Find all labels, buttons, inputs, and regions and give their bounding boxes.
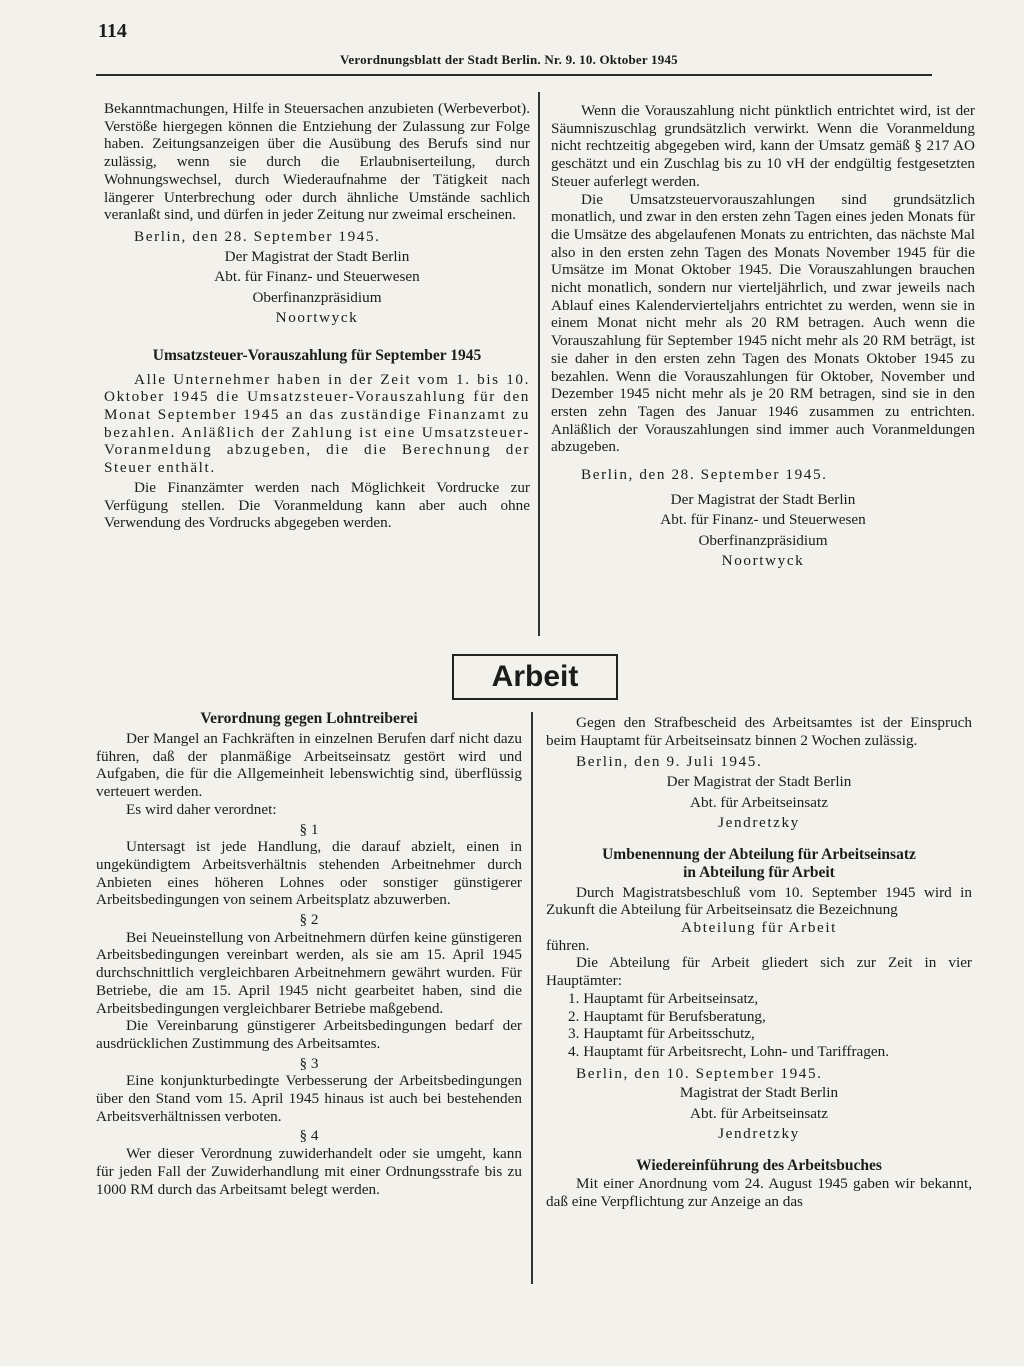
paragraph: Die Umsatzsteuervorauszahlungen sind grundsätzlich monatlich, und zwar in den ersten zehn Tagen eines jeden Monats für die Umsätze des abgelaufenen Monats zu entrichten, das nächste Mal also in den ersten zehn Tagen des Monats November 1945 für die Umsätze im Monat Oktober 1945. Die Vorauszahlungen brauchen nicht monatlich, sondern nur vierteljährlich, und zwar jeweils nach Ablauf eines Kalendervierteljahrs entrichtet zu werden, wenn sie in einem Monat nicht mehr als 20 RM betragen. Auch wenn die Vorauszahlung für September 1945 nicht mehr als 20 RM beträgt, ist sie daher in den ersten zehn Tagen des Monats Oktober 1945 zu bezahlen. Wenn die Vorauszahlungen für Oktober, November und Dezember 1945 nicht mehr als je 20 RM betragen, sind sie in den ersten zehn Tagen des Januar 1946 zusammen zu entrichten. Anläßlich der Vorauszahlungen sind immer auch Voranmeldungen abzugeben. [551, 190, 975, 456]
signature-line-3: Oberfinanzpräsidium [698, 531, 828, 549]
list-item: 3. Hauptamt für Arbeitsschutz, [568, 1025, 755, 1043]
signature-line-3: Oberfinanzpräsidium [252, 288, 382, 306]
paragraph: Der Mangel an Fachkräften in einzelnen Berufen darf nicht dazu führen, daß der planmäßige Arbeitseinsatz gestört wird und Aufgaben, die für die Allgemeinheit lebenswichtig sind, überflüssig verteuert werden. [96, 730, 522, 801]
heading-line-1: Umbenennung der Abteilung für Arbeitseinsatz [602, 845, 916, 863]
top-left-column [104, 100, 530, 532]
signature-line-1: Magistrat der Stadt Berlin [679, 1084, 839, 1102]
column-divider [531, 712, 533, 1284]
section-symbol: § 2 [299, 911, 319, 929]
running-head: Verordnungsblatt der Stadt Berlin. Nr. 9. 10. Oktober 1945 [340, 52, 678, 67]
signature-name: Jendretzky [718, 814, 800, 832]
signature-name: Noortwyck [721, 552, 805, 570]
paragraph: Gegen den Strafbescheid des Arbeitsamtes ist der Einspruch beim Hauptamt für Arbeitseinsatz binnen 2 Wochen zulässig. [546, 714, 972, 749]
signature-line-2: Abt. für Arbeitseinsatz [690, 793, 828, 811]
signature-name: Jendretzky [718, 1125, 800, 1143]
paragraph: Die Abteilung für Arbeit gliedert sich zur Zeit in vier Hauptämter: [546, 954, 972, 990]
section-symbol: § 4 [299, 1127, 319, 1145]
paragraph: Eine konjunkturbedingte Verbesserung der Arbeitsbedingungen über den Stand vom 15. April 1945 hinaus ist auch bei bestehenden Arbeitsverhältnissen verboten. [96, 1072, 522, 1125]
ordinance-heading: Verordnung gegen Lohntreiberei [200, 710, 418, 727]
list-item: 1. Hauptamt für Arbeitseinsatz, [568, 989, 759, 1007]
list-item: 4. Hauptamt für Arbeitsrecht, Lohn- und Tariffragen. [568, 1042, 890, 1060]
continued-paragraph: Bekanntmachungen, Hilfe in Steuersachen anzubieten (Werbeverbot). Verstöße hiergegen können die Entziehung der Zulassung zur Folge haben. Zeitungsanzeigen über die Ausübung des Berufs sind nur zulässig, wenn sie durch die Erlaubniserteilung, durch Wohnungswechsel, durch Wiederaufnahme der Tätigkeit nach längerer Unterbrechung oder durch ähnliche Umstände sachlich veranlaßt sind, und dürfen in jeder Zeitung nur zweimal erscheinen. [104, 100, 530, 224]
paragraph: Es wird daher verordnet: [126, 800, 277, 818]
spaced-department-name: Abteilung für Arbeit [680, 919, 837, 937]
paragraph: Durch Magistratsbeschluß vom 10. September 1945 wird in Zukunft die Abteilung für Arbeitseinsatz die Bezeichnung [546, 883, 972, 919]
signature-line-2: Abt. für Arbeitseinsatz [690, 1104, 828, 1122]
header-rule [96, 74, 932, 76]
column-divider [538, 92, 540, 636]
renaming-heading [546, 846, 972, 882]
signature-line-1: Der Magistrat der Stadt Berlin [670, 490, 856, 508]
date-line: Berlin, den 10. September 1945. [576, 1064, 823, 1082]
signature-block [546, 772, 972, 834]
paragraph: Die Finanzämter werden nach Möglichkeit Vordrucke zur Verfügung stellen. Die Voranmeldung kann aber auch ohne Verwendung des Vordrucks abgegeben werden. [104, 478, 530, 532]
date-line: Berlin, den 9. Juli 1945. [576, 753, 763, 771]
section-title-box: Arbeit [452, 654, 618, 700]
paragraph: Die Vereinbarung günstigerer Arbeitsbedingungen bedarf der ausdrücklichen Zustimmung des Arbeitsamtes. [96, 1017, 522, 1052]
top-right-column [551, 102, 975, 572]
signature-line-2: Abt. für Finanz- und Steuerwesen [214, 268, 420, 286]
section-symbol: § 1 [299, 820, 319, 838]
signature-block [546, 1083, 972, 1145]
paragraph: Bei Neueinstellung von Arbeitnehmern dürfen keine günstigeren Arbeitsbedingungen vereinbart werden, als sie am 15. April 1945 durchschnittlich vergleichbaren Arbeitnehmern gewährt wurden. Für Betriebe, die am 15. April 1945 nicht gearbeitet haben, sind die Arbeitsbedingungen vergleichbarer Betriebe maßgebend. [96, 928, 522, 1017]
paragraph: Wer dieser Verordnung zuwiderhandelt oder sie umgeht, kann für jeden Fall der Zuwiderhandlung mit einer Ordnungsstrafe bis zu 1000 RM durch das Arbeitsamt belegt werden. [96, 1145, 522, 1198]
signature-line-1: Der Magistrat der Stadt Berlin [666, 773, 852, 791]
paragraph: Wenn die Vorauszahlung nicht pünktlich entrichtet wird, ist der Säumniszuschlag grundsätzlich verwirkt. Wenn die Voranmeldung nicht rechtzeitig abgegeben wird, kann der Umsatz gemäß § 217 AO geschätzt und ein Zuschlag bis zu 10 vH der endgültig festgesetzten Steuer auferlegt werden. [551, 102, 975, 190]
section-heading: Umsatzsteuer-Vorauszahlung für September 1945 [152, 346, 482, 364]
main-office-list [546, 990, 972, 1061]
paragraph: Mit einer Anordnung vom 24. August 1945 gaben wir bekannt, daß eine Verpflichtung zur Anzeige an das [546, 1174, 972, 1210]
date-line: Berlin, den 28. September 1945. [134, 227, 381, 245]
section-symbol: § 3 [299, 1054, 319, 1072]
signature-block [551, 490, 975, 572]
signature-block [104, 247, 530, 329]
heading-line-2: in Abteilung für Arbeit [683, 863, 835, 881]
signature-line-2: Abt. für Finanz- und Steuerwesen [660, 511, 866, 529]
bottom-left-column [96, 710, 522, 1198]
spaced-paragraph: Alle Unternehmer haben in der Zeit vom 1. bis 10. Oktober 1945 die Umsatzsteuer-Vorauszahlung für den Monat September 1945 an das zuständige Finanzamt zu bezahlen. Anläßlich der Zahlung ist eine Umsatzsteuer-Voranmeldung abzugeben, die die Berechnung der Steuer enthält. [104, 370, 530, 477]
paragraph: Untersagt ist jede Handlung, die darauf abzielt, einen in ungekündigtem Arbeitsverhältnis stehenden Arbeitnehmer durch Anbieten eines höheren Lohnes oder sonstiger günstigerer Arbeitsbedingungen von seinem Arbeitsplatz abzuwerben. [96, 838, 522, 909]
paragraph: führen. [546, 936, 590, 954]
signature-name: Noortwyck [275, 309, 359, 327]
page-number: 114 [98, 20, 127, 42]
bottom-right-column [546, 714, 972, 1210]
date-line: Berlin, den 28. September 1945. [581, 466, 828, 484]
signature-line-1: Der Magistrat der Stadt Berlin [224, 247, 410, 265]
workbook-heading: Wiedereinführung des Arbeitsbuches [636, 1156, 882, 1174]
list-item: 2. Hauptamt für Berufsberatung, [568, 1007, 766, 1025]
